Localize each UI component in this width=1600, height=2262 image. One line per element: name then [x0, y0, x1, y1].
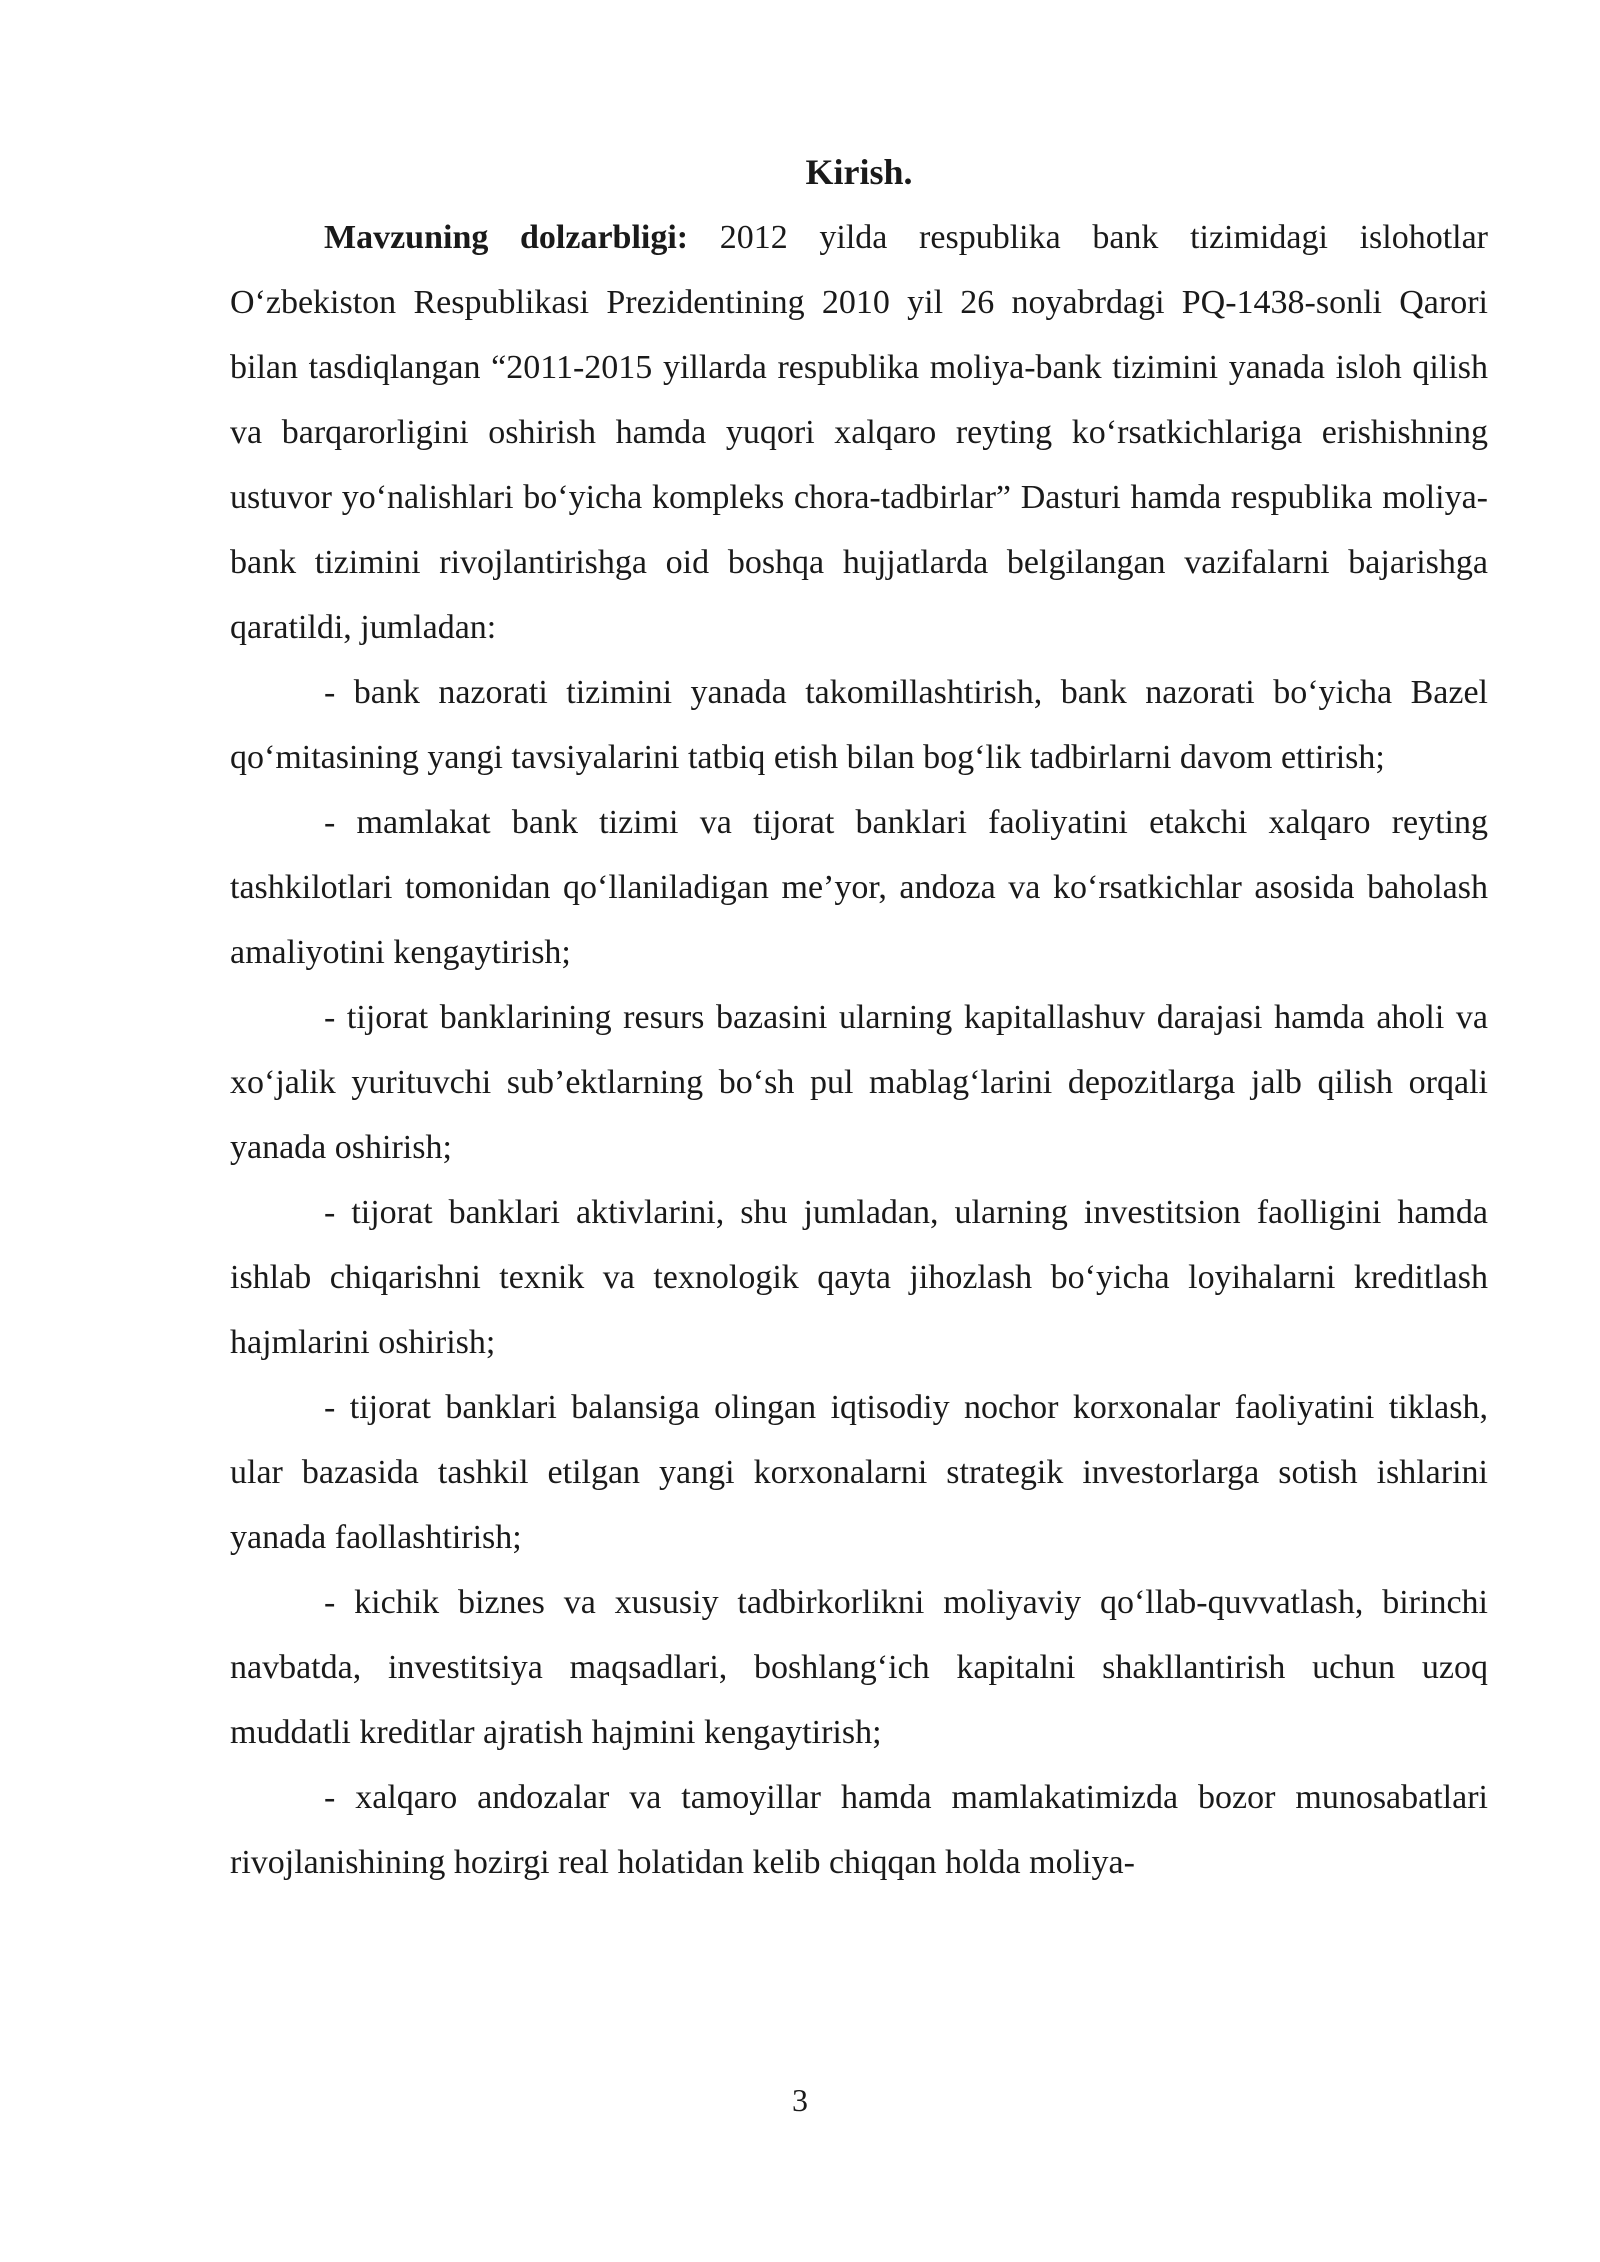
intro-lead: Mavzuning dolzarbligi: [324, 219, 689, 256]
list-item: - tijorat banklari balansiga olingan iqtisodiy nochor korxonalar faoliyatini tiklash, ular bazasida tashkil etilgan yangi korxonalarni strategik investorlarga sotish ishlarini yanada faollashtirish; [230, 1389, 1488, 1556]
list-item: - mamlakat bank tizimi va tijorat banklari faoliyatini etakchi xalqaro reyting tashkilotlari tomonidan qo‘llaniladigan me’yor, andoza va ko‘rsatkichlar asosida baholash amaliyotini kengaytirish; [230, 804, 1488, 971]
list-item: - kichik biznes va xususiy tadbirkorlikni moliyaviy qo‘llab-quvvatlash, birinchi navbatda, investitsiya maqsadlari, boshlang‘ich kapitalni shakllantirish uchun uzoq muddatli kreditlar ajratish hajmini kengaytirish; [230, 1584, 1488, 1751]
intro-text: 2012 yilda respublika bank tizimidagi islohotlar O‘zbekiston Respublikasi Prezidentining 2010 yil 26 noyabrdagi PQ-1438-sonli Qarori bilan tasdiqlangan “2011-2015 yillarda respublika moliya-bank tizimini yanada isloh qilish va barqarorligini oshirish hamda yuqori xalqaro reyting ko‘rsatkichlariga erishishning ustuvor yo‘nalishlari bo‘yicha kompleks chora-tadbirlar” Dasturi hamda respublika moliya-bank tizimini rivojlantirishga oid boshqa hujjatlarda belgilangan vazifalarni bajarishga qaratildi, jumladan: [230, 219, 1489, 646]
list-item: - bank nazorati tizimini yanada takomillashtirish, bank nazorati bo‘yicha Bazel qo‘mitasining yangi tavsiyalarini tatbiq etish bilan bog‘lik tadbirlarni davom ettirish; [230, 674, 1488, 776]
list-item: - tijorat banklarining resurs bazasini ularning kapitallashuv darajasi hamda aholi va xo‘jalik yurituvchi sub’ektlarning bo‘sh pul mablag‘larini depozitlarga jalb qilish orqali yanada oshirish; [230, 999, 1488, 1166]
document-body [230, 140, 1488, 1895]
page-number: 3 [792, 2082, 808, 2118]
list-item: - xalqaro andozalar va tamoyillar hamda mamlakatimizda bozor munosabatlari rivojlanishining hozirgi real holatidan kelib chiqqan holda moliya- [230, 1779, 1488, 1881]
intro-paragraph [230, 205, 1488, 660]
list-item: - tijorat banklari aktivlarini, shu jumladan, ularning investitsion faolligini hamda ishlab chiqarishni texnik va texnologik qayta jihozlash bo‘yicha loyihalarni kreditlash hajmlarini oshirish; [230, 1194, 1488, 1361]
section-title: Kirish. [805, 152, 913, 192]
